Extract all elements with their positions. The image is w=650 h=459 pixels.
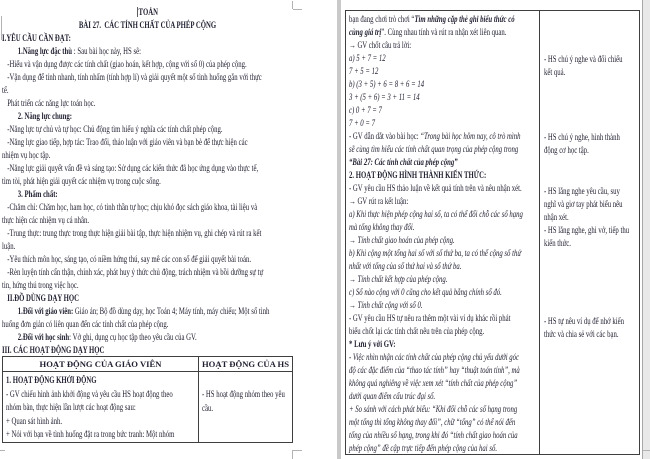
text-run: nhất với tổng của số thứ hai và số thứ ba. bbox=[349, 261, 462, 271]
student-activity-note bbox=[544, 224, 639, 250]
text-line bbox=[544, 315, 639, 328]
text-line bbox=[2, 45, 293, 58]
text-run: thức và chia sẻ với các bạn. bbox=[544, 329, 619, 339]
text-line bbox=[2, 71, 293, 84]
text-line bbox=[202, 388, 292, 402]
text-line bbox=[349, 156, 539, 169]
text-line bbox=[2, 175, 293, 188]
text-line bbox=[2, 292, 293, 305]
text-line bbox=[544, 144, 639, 157]
text-line bbox=[2, 97, 293, 110]
cell-teacher-activities bbox=[3, 372, 198, 442]
text-line bbox=[544, 198, 639, 211]
text-line bbox=[2, 149, 293, 162]
text-line bbox=[2, 6, 293, 19]
text-line bbox=[349, 286, 539, 299]
activities-table-continued bbox=[345, 10, 640, 455]
text-line bbox=[349, 234, 539, 247]
text-run: - HS chú ý nghe, hình thành bbox=[544, 132, 620, 142]
text-line bbox=[349, 78, 539, 91]
text-boundary-mark bbox=[643, 450, 650, 451]
text-run: luận. bbox=[2, 241, 16, 251]
text-line bbox=[2, 136, 293, 149]
text-line bbox=[349, 130, 539, 143]
text-run: -Hiểu và vận dụng được các tính chất (giao hoán, kết hợp, cộng với số 0) của phép cộng. bbox=[7, 59, 247, 69]
text-line bbox=[349, 312, 539, 325]
activities-table-row bbox=[3, 372, 292, 442]
text-line bbox=[2, 84, 293, 97]
text-line bbox=[349, 364, 539, 377]
text-run: thực hiện các nhiệm vụ cá nhân. bbox=[2, 215, 90, 225]
text-run: - GV yêu cầu HS thảo luận về kết quả tính trên và nêu nhận xét. bbox=[349, 183, 522, 193]
text-line bbox=[2, 227, 293, 240]
text-run: cùng giá trị bbox=[349, 27, 382, 37]
text-line bbox=[349, 13, 539, 26]
text-line bbox=[2, 58, 293, 71]
text-line bbox=[2, 110, 293, 123]
text-run: b) (3 + 5) + 6 = 8 + 6 = 14 bbox=[349, 79, 425, 89]
text-boundary-mark bbox=[292, 450, 293, 459]
text-run: dưới quan điểm cấu trúc đại số. bbox=[349, 391, 436, 401]
text-line bbox=[2, 279, 293, 292]
text-line bbox=[349, 195, 539, 208]
text-line bbox=[349, 390, 539, 403]
text-line bbox=[2, 201, 293, 214]
text-line bbox=[544, 211, 639, 224]
text-line bbox=[6, 401, 198, 415]
text-run: I.YÊU CẦU CẦN ĐẠT: bbox=[2, 33, 71, 43]
text-run: -Năng lực giao tiếp, hợp tác: Trao đổi, thảo luận với giáo viên và bạn bè để thực hiện các bbox=[7, 137, 248, 147]
text-run: + So sánh với cách phát biểu: “Khi đổi chỗ các số hạng trong bbox=[349, 404, 518, 414]
text-run: Phát triển các năng lực toán học. bbox=[7, 98, 96, 108]
text-line bbox=[349, 65, 539, 78]
text-run: -Rèn luyện tính cẩn thận, chính xác, phát huy ý thức chủ động, trách nhiệm và bồi dưỡng sự tự bbox=[7, 267, 264, 277]
text-run: ”. Cùng nhau tính và rút ra nhận xét liên quan. bbox=[381, 27, 507, 37]
table-header-gv: HOẠT ĐỘNG CỦA GIÁO VIÊN bbox=[39, 359, 162, 369]
text-line bbox=[349, 26, 539, 39]
text-line bbox=[349, 208, 539, 221]
text-run: : Sau bài học này, HS sẽ: bbox=[72, 46, 141, 56]
text-run: sẽ cùng tìm hiểu các tính chất quan trọng của phép cộng trong bbox=[349, 144, 519, 154]
text-run: * Lưu ý với GV: bbox=[349, 339, 396, 349]
text-run: - HS hoạt động nhóm theo yêu bbox=[202, 389, 285, 399]
text-run: -Yêu thích môn học, sáng tạo, có niềm hứng thú, say mê các con số để giải quyết bài toán. bbox=[7, 254, 252, 264]
text-run: - HS tự nêu ví dụ để nhớ kiến bbox=[544, 316, 624, 326]
text-boundary-mark bbox=[293, 9, 302, 10]
text-run: -Năng lực giải quyết vấn đề và sáng tạo: Sử dụng các kiến thức đã học ứng dụng vào thực tế, bbox=[7, 163, 259, 173]
text-run: Tìm những cặp thẻ ghi biểu thức có bbox=[414, 14, 515, 24]
text-run: 2. HOẠT ĐỘNG HÌNH THÀNH KIẾN THỨC: bbox=[349, 170, 487, 180]
text-run: không quá nghiêng về việc xem xét “tính chất của phép cộng” bbox=[349, 378, 518, 388]
left-page-text bbox=[2, 6, 293, 357]
cell-student-activities bbox=[198, 372, 292, 442]
text-line bbox=[349, 416, 539, 429]
text-run: + Quan sát hình ảnh. bbox=[6, 415, 63, 426]
text-run: tin, hứng thú trong việc học. bbox=[2, 280, 79, 290]
text-line bbox=[349, 260, 539, 273]
text-line bbox=[6, 388, 198, 402]
text-run: 3. Phẩm chất: bbox=[17, 189, 58, 199]
text-run: c) 0 + 7 = 7 bbox=[349, 105, 382, 115]
text-run: tế. bbox=[2, 85, 9, 95]
text-line bbox=[349, 273, 539, 286]
text-line bbox=[544, 237, 639, 250]
text-run: mà tổng không thay đổi. bbox=[349, 222, 415, 232]
text-line bbox=[349, 117, 539, 130]
text-line bbox=[349, 39, 539, 52]
text-run: - HS lắng nghe yêu cầu, suy bbox=[544, 186, 620, 196]
activities-table-header bbox=[3, 357, 292, 372]
text-run: c) Số nào cộng với 0 cũng cho kết quả bằng chính số đó. bbox=[349, 287, 502, 297]
text-run: BÀI 27. CÁC TÍNH CHẤT CỦA PHÉP CỘNG bbox=[78, 20, 217, 30]
text-run: 1. HOẠT ĐỘNG KHỞI ĐỘNG bbox=[6, 375, 97, 385]
text-run: 3 + (5 + 6) = 3 + 11 = 14 bbox=[349, 92, 420, 102]
text-run: -Trung thực: trung thực trong thực hiện giải bài tập, thực hiện nhiệm vụ, ghi chép và rút ra kết bbox=[7, 228, 262, 238]
text-line bbox=[2, 32, 293, 45]
text-run: biểu chốt lại các tính chất nêu trên của phép cộng. bbox=[349, 326, 485, 336]
text-run: - Việc nhìn nhận các tính chất của phép cộng chủ yếu dưới góc bbox=[349, 352, 520, 362]
text-run: nhận xét. bbox=[544, 212, 569, 222]
text-line bbox=[544, 185, 639, 198]
student-activity-note bbox=[544, 185, 639, 224]
text-run: “Bài 27: Các tính chất của phép cộng” bbox=[349, 157, 458, 167]
text-run: III. CÁC HOẠT ĐỘNG DẠY HỌC bbox=[2, 345, 105, 355]
text-line bbox=[544, 131, 639, 144]
text-run: → Tính chất kết hợp của phép cộng. bbox=[349, 274, 448, 284]
text-run: nhóm bàn, thực hiện lần lượt các hoạt động sau: bbox=[6, 402, 136, 412]
text-run: -Chăm chỉ: Chăm học, ham học, có tinh thần tự học; chịu khó đọc sách giáo khoa, tài liệu và bbox=[7, 202, 258, 212]
text-line bbox=[544, 328, 639, 341]
text-run: 7 + 0 = 7 bbox=[349, 118, 375, 128]
text-run: Giáo án; Bộ đồ dùng dạy, học Toán 4; Máy tính, máy chiếu; Một số tình bbox=[73, 306, 270, 316]
text-run: 2. Năng lực chung: bbox=[17, 111, 73, 121]
text-run: huống đơn giản có liên quan đến các tính chất của phép cộng. bbox=[2, 319, 169, 329]
text-line bbox=[2, 188, 293, 201]
text-run: → Tính chất giao hoán của phép cộng. bbox=[349, 235, 455, 245]
text-line bbox=[2, 253, 293, 266]
text-line bbox=[349, 429, 539, 442]
cell-teacher-activities bbox=[346, 11, 539, 454]
text-run: - GV dẫn dắt vào bài học: bbox=[349, 131, 421, 141]
text-run: a) 5 + 7 = 12 bbox=[349, 53, 386, 63]
text-line bbox=[202, 402, 292, 416]
text-run: - GV yêu cầu HS tự nêu ra thêm một vài ví dụ khác rồi phát bbox=[349, 313, 511, 323]
text-run: -Năng lực tự chủ và tự học: Chủ động tìm hiểu ý nghĩa các tính chất phép cộng. bbox=[7, 124, 223, 134]
text-line bbox=[349, 325, 539, 338]
cell-student-activities bbox=[539, 11, 639, 454]
text-line bbox=[349, 403, 539, 416]
text-run: phép cộng” đề cập trực tiếp đến phép cộng của hai số. bbox=[349, 443, 498, 453]
text-run: - HS lắng nghe, ghi vở, tiếp thu bbox=[544, 225, 630, 235]
text-run: cầu. bbox=[202, 402, 214, 413]
text-run: độ các đặc điểm của “thao tác tính” hay “thuật toán tính”, mà bbox=[349, 365, 520, 375]
text-run: 1.Năng lực đặc thù bbox=[17, 46, 73, 56]
activities-table bbox=[2, 356, 293, 443]
text-line bbox=[2, 162, 293, 175]
text-line bbox=[349, 299, 539, 312]
text-line bbox=[6, 415, 198, 429]
text-line bbox=[349, 182, 539, 195]
student-activity-note bbox=[544, 53, 639, 79]
text-run: + Nói với bạn về tình huống đặt ra trong bức tranh: Một nhóm bbox=[6, 429, 175, 439]
text-line bbox=[349, 169, 539, 182]
text-run: TOÁN bbox=[138, 7, 158, 17]
student-activity-note bbox=[544, 315, 639, 341]
table-header-hs: HOẠT ĐỘNG CỦA HS bbox=[198, 357, 292, 371]
text-run: 2.Đối với học sinh bbox=[17, 332, 70, 342]
text-run: một tổng thì tổng không thay đổi”, chữ “tổng” có thể nói đến bbox=[349, 417, 516, 427]
text-line bbox=[544, 53, 639, 66]
text-run: - GV chiếu hình ảnh khởi động và yêu cầu HS hoạt động theo bbox=[6, 388, 173, 399]
text-boundary-mark bbox=[0, 450, 5, 451]
text-run: 7 + 5 = 12 bbox=[349, 66, 379, 76]
text-line bbox=[349, 377, 539, 390]
text-run: → GV chốt câu trả lời: bbox=[349, 40, 412, 50]
text-line bbox=[349, 104, 539, 117]
text-line bbox=[544, 66, 639, 79]
text-run: → GV rút ra kết luận: bbox=[349, 196, 409, 206]
text-line bbox=[349, 351, 539, 364]
text-line bbox=[2, 240, 293, 253]
text-run: bạn đang chơi trò chơi “ bbox=[349, 14, 415, 24]
text-line bbox=[349, 221, 539, 234]
text-run: b) Khi cộng một tổng hai số với số thứ ba, ta có thể cộng số thứ bbox=[349, 248, 522, 258]
text-run: : Vở ghi, dụng cụ học tập theo yêu cầu của GV. bbox=[69, 332, 197, 342]
text-line bbox=[349, 143, 539, 156]
text-run: kiến thức. bbox=[544, 238, 571, 248]
text-run: nghĩ và giơ tay phát biểu nêu bbox=[544, 199, 623, 209]
text-line bbox=[6, 428, 198, 442]
text-run: a) Khi thực hiện phép cộng hai số, ta có thể đổi chỗ các số hạng bbox=[349, 209, 523, 219]
text-line bbox=[349, 52, 539, 65]
student-activity-note bbox=[544, 131, 639, 157]
text-boundary-mark bbox=[293, 450, 302, 451]
text-line bbox=[2, 214, 293, 227]
text-run: 1.Đối với giáo viên: bbox=[17, 306, 74, 316]
text-line bbox=[2, 305, 293, 318]
text-line bbox=[349, 338, 539, 351]
text-line bbox=[349, 442, 539, 454]
text-line bbox=[349, 247, 539, 260]
text-line bbox=[6, 374, 198, 388]
text-line bbox=[2, 123, 293, 136]
text-line bbox=[2, 331, 293, 344]
text-run: → Tính chất cộng với số 0. bbox=[349, 300, 423, 310]
text-run: tổng của nhiều số hạng, trong khi đó “tính chất giao hoán của bbox=[349, 430, 518, 440]
text-run: nhiệm vụ học tập. bbox=[2, 150, 51, 160]
text-run: động cơ học tập. bbox=[544, 145, 589, 155]
text-run: kết quả. bbox=[544, 67, 566, 77]
text-line bbox=[2, 19, 293, 32]
text-run: -Vận dụng để tính nhanh, tính nhẩm (tính hợp lí) và giải quyết một số tình huống gắn với thực bbox=[7, 72, 262, 82]
text-run: “Trong bài học hôm nay, cô trò mình bbox=[420, 131, 521, 141]
text-line bbox=[349, 91, 539, 104]
page-right[interactable] bbox=[341, 0, 642, 459]
text-line bbox=[544, 224, 639, 237]
text-run: II.ĐỒ DÙNG DẠY HỌC bbox=[7, 293, 80, 303]
text-run: - HS chú ý nghe và đối chiếu bbox=[544, 54, 623, 64]
text-line bbox=[2, 318, 293, 331]
text-run: tìm tòi, phát hiện giải quyết các nhiệm vụ trong cuộc sống. bbox=[2, 176, 161, 186]
text-line bbox=[2, 266, 293, 279]
workspace-background bbox=[642, 0, 650, 459]
